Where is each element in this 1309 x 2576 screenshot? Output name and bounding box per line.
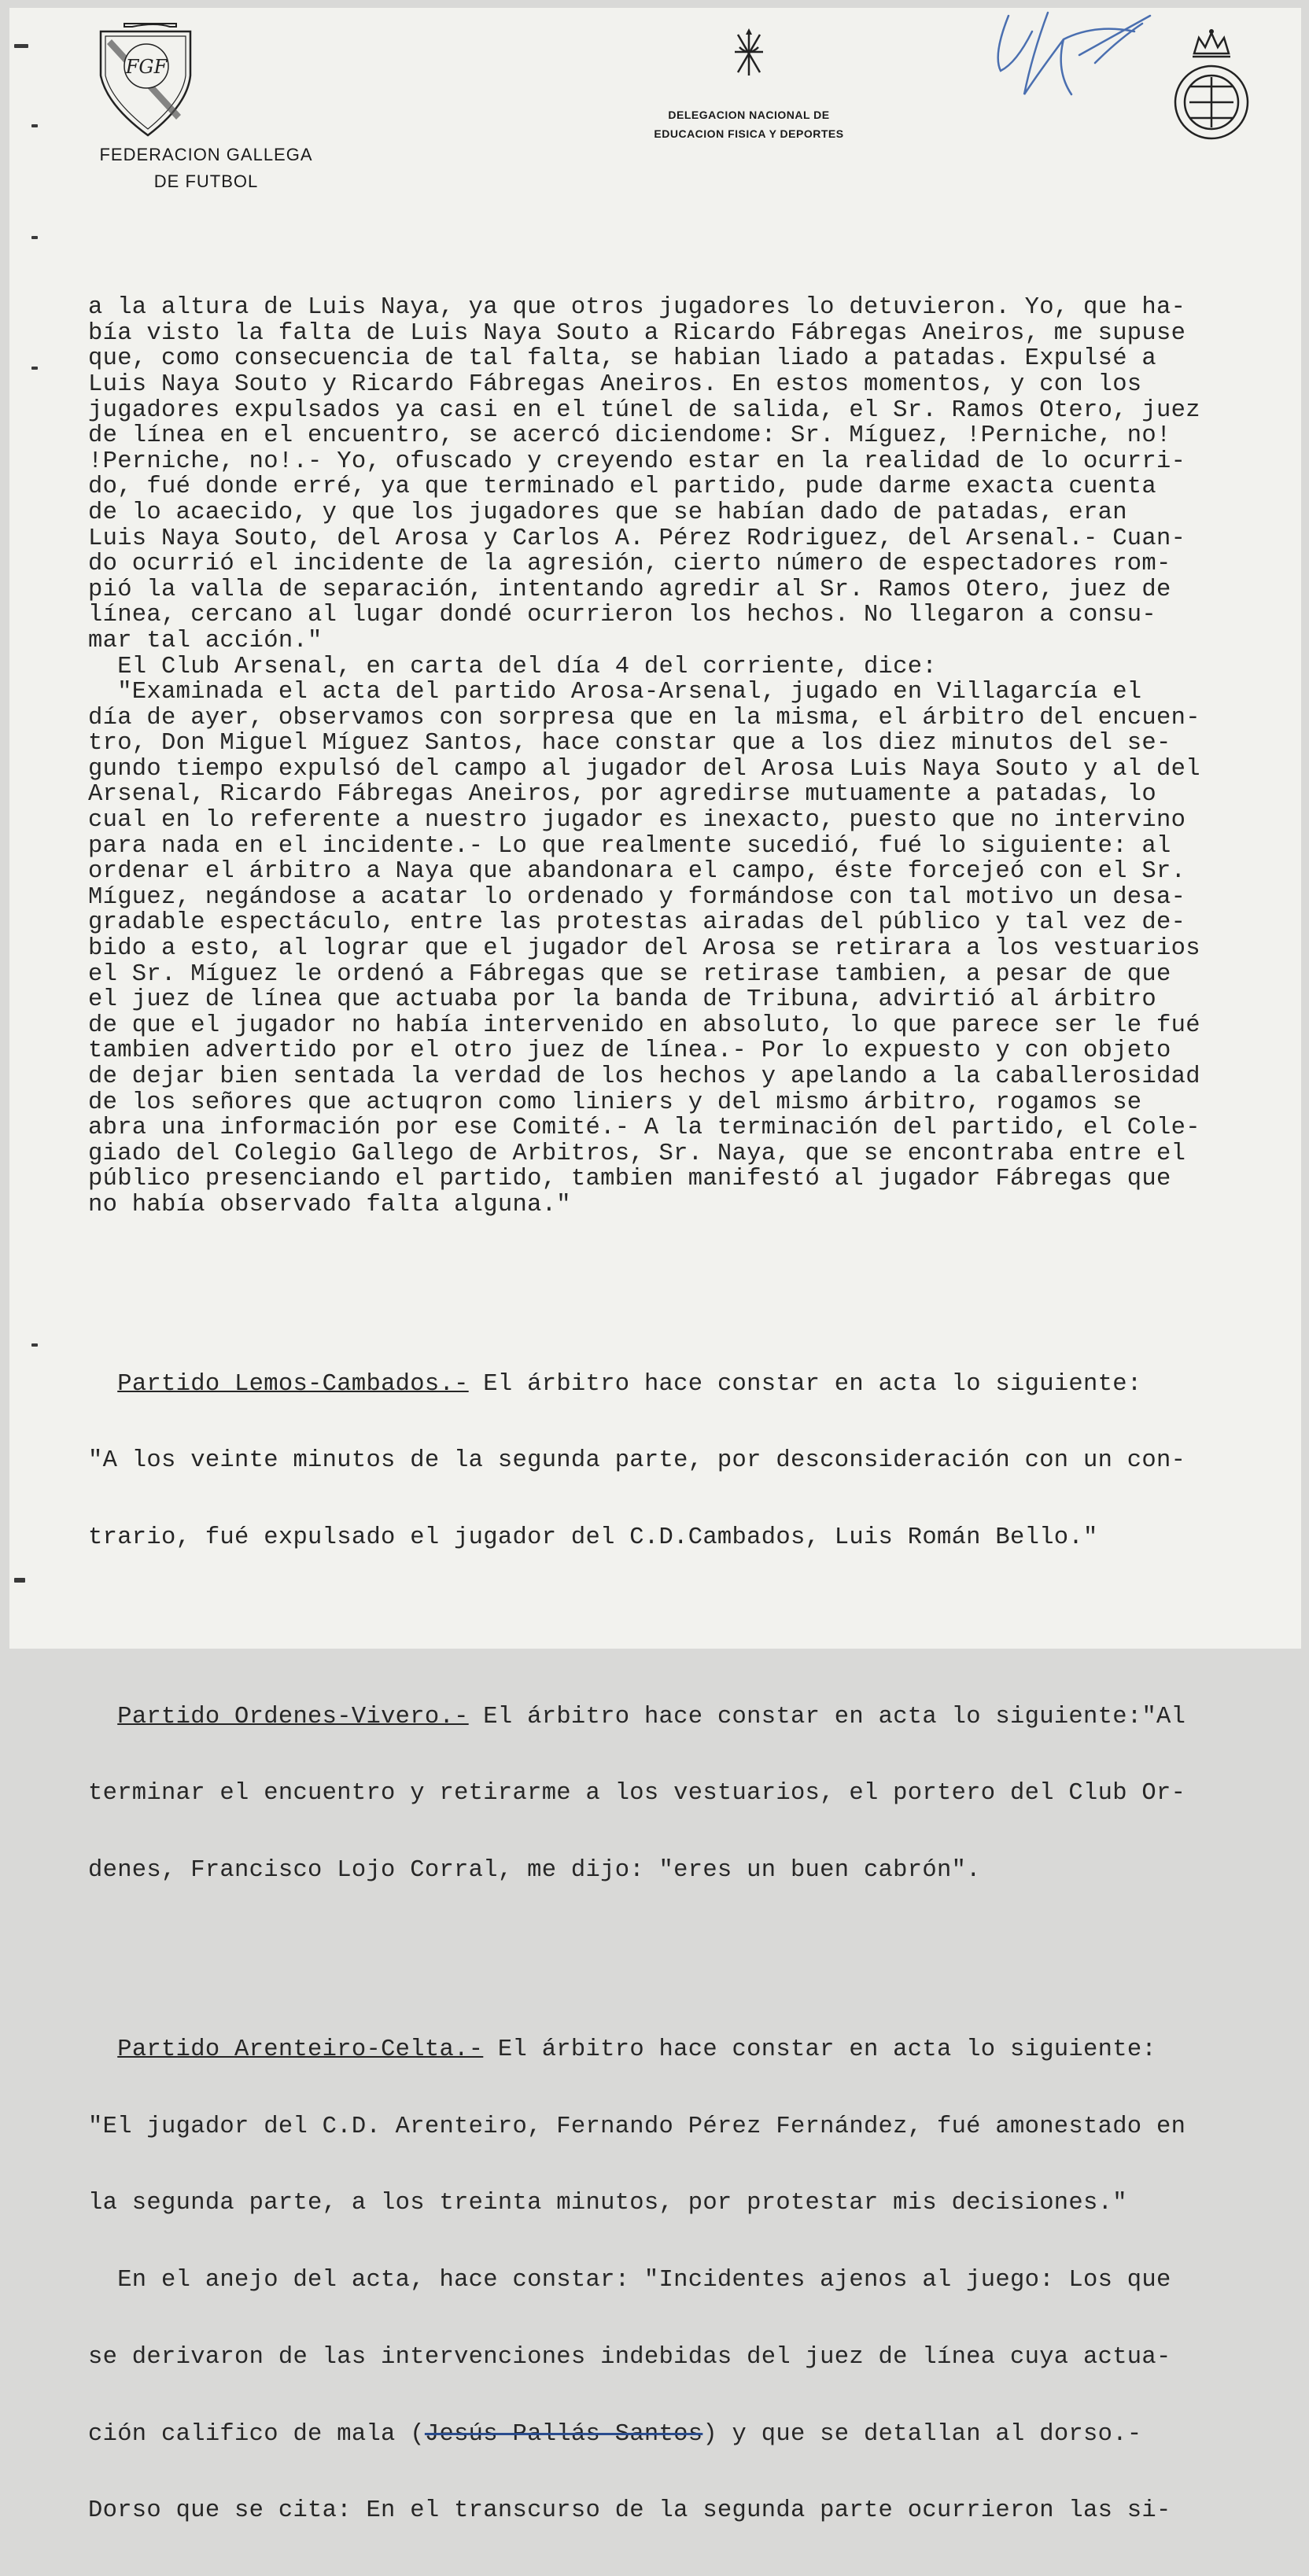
section-arenteiro-first-line xyxy=(88,2037,1300,2063)
yoke-and-arrows-icon xyxy=(732,28,766,79)
text-line: público presenciando el partido, tambien manifestó al jugador Fábregas que xyxy=(88,1166,1171,1193)
section-heading-lemos: Partido Lemos-Cambados.- xyxy=(117,1370,469,1398)
text-line: terminar el encuentro y retirarme a los vestuarios, el portero del Club Or- xyxy=(88,1780,1186,1808)
delegacion-heading xyxy=(631,105,867,143)
text-line: trario, fué expulsado el jugador del C.D.Cambados, Luis Román Bello." xyxy=(88,1524,1098,1552)
text-line: a la altura de Luis Naya, ya que otros jugadores lo detuvieron. Yo, que ha- xyxy=(88,294,1186,322)
binder-mark xyxy=(31,367,38,370)
text-line: Arsenal, Ricardo Fábregas Aneiros, por agredirse mutuamente a patadas, lo xyxy=(88,781,1157,809)
text-line-with-strikeout xyxy=(88,2422,1300,2448)
text-line: tambien advertido por el otro juez de línea.- Por lo expuesto y con objeto xyxy=(88,1037,1171,1065)
text-line: giado del Colegio Gallego de Arbitros, Sr. Naya, que se encontraba entre el xyxy=(88,1140,1186,1167)
text-line: día de ayer, observamos con sorpresa que en la misma, el árbitro del encuen- xyxy=(88,704,1200,732)
binder-mark xyxy=(31,1343,38,1347)
binder-mark xyxy=(14,1578,25,1583)
text-line: mar tal acción." xyxy=(88,627,323,654)
text-line: gundo tiempo expulsó del campo al jugador del Arosa Luis Naya Souto y al del xyxy=(88,755,1200,783)
text-line: de que el jugador no había intervenido en absoluto, lo que parece ser le fué xyxy=(88,1012,1200,1039)
text-line: el Sr. Míguez le ordenó a Fábregas que se retirase tambien, a pesar de que xyxy=(88,960,1171,988)
text-line: "Examinada el acta del partido Arosa-Arsenal, jugado en Villagarcía el xyxy=(88,679,1142,706)
text-line: bido a esto, al lograr que el jugador del Arosa se retirara a los vestuarios xyxy=(88,935,1200,963)
text-line: para nada en el incidente.- Lo que realmente sucedió, fué lo siguiente: al xyxy=(88,832,1171,860)
binder-mark xyxy=(31,236,38,239)
section-arenteiro-intro: El árbitro hace constar en acta lo siguiente: xyxy=(483,2036,1157,2063)
text-line: cual en lo referente a nuestro jugador es inexacto, puesto que no intervino xyxy=(88,807,1186,835)
shield-icon xyxy=(88,20,206,138)
text-line: Míguez, negándose a acatar lo ordenado y formándose con tal motivo un desa- xyxy=(88,883,1186,911)
struck-out-name: Jesús Pallás Santos xyxy=(424,2420,703,2448)
letter-body xyxy=(88,244,1300,2575)
section-ordenes-first-line xyxy=(88,1704,1300,1730)
text-line: de dejar bien sentada la verdad de los hechos y apelando a la caballerosidad xyxy=(88,1063,1200,1090)
text-line: de lo acaecido, y que los jugadores que se habían dado de patadas, eran xyxy=(88,499,1127,526)
federation-name-line2: DE FUTBOL xyxy=(153,171,259,191)
text-line: abra una información por ese Comité.- A la terminación del partido, el Cole- xyxy=(88,1115,1200,1142)
section-heading-ordenes: Partido Ordenes-Vivero.- xyxy=(117,1703,469,1730)
handwritten-signature-icon xyxy=(977,8,1174,118)
text-line: Dorso que se cita: En el transcurso de la segunda parte ocurrieron las si- xyxy=(88,2497,1171,2525)
text-line: Luis Naya Souto y Ricardo Fábregas Aneiros. En estos momentos, y con los xyxy=(88,370,1142,398)
section-lemos-first-line xyxy=(88,1372,1300,1398)
binder-mark xyxy=(14,44,28,48)
text-line: En el anejo del acta, hace constar: "Incidentes ajenos al juego: Los que xyxy=(88,2267,1171,2294)
text-line: El Club Arsenal, en carta del día 4 del corriente, dice: xyxy=(88,653,937,680)
crowned-emblem-icon xyxy=(1164,27,1259,145)
section-heading-arenteiro: Partido Arenteiro-Celta.- xyxy=(117,2036,484,2063)
text-line: de línea en el encuentro, se acercó diciendome: Sr. Míguez, !Perniche, no! xyxy=(88,422,1171,450)
text-line: jugadores expulsados ya casi en el túnel de salida, el Sr. Ramos Otero, juez xyxy=(88,396,1200,424)
text-line: "El jugador del C.D. Arenteiro, Fernando Pérez Fernández, fué amonestado en xyxy=(88,2113,1186,2140)
text-line: de los señores que actuqron como liniers y del mismo árbitro, rogamos se xyxy=(88,1089,1142,1116)
binder-mark xyxy=(31,124,38,127)
text-line: do, fué donde erré, ya que terminado el partido, pude darme exacta cuenta xyxy=(88,474,1157,501)
svg-text:FGF: FGF xyxy=(125,56,168,78)
text-line: bía visto la falta de Luis Naya Souto a Ricardo Fábregas Aneiros, me supuse xyxy=(88,319,1186,347)
text-line: la segunda parte, a los treinta minutos, por protestar mis decisiones." xyxy=(88,2190,1127,2217)
document-page xyxy=(9,8,1301,2525)
text-line: no había observado falta alguna." xyxy=(88,1191,571,1218)
text-line: línea, cercano al lugar dondé ocurrieron los hechos. No llegaron a consu- xyxy=(88,602,1157,629)
paragraph-gap xyxy=(88,1627,1300,1653)
text-line: denes, Francisco Lojo Corral, me dijo: "eres un buen cabrón". xyxy=(88,1857,981,1885)
text-fragment: ) y que se detallan al dorso.- xyxy=(702,2420,1142,2448)
text-line: tro, Don Miguel Míguez Santos, hace constar que a los diez minutos del se- xyxy=(88,730,1171,757)
text-fragment: ción califico de mala ( xyxy=(88,2420,425,2448)
paragraph-gap xyxy=(88,1961,1300,1986)
delegacion-line2: EDUCACION FISICA Y DEPORTES xyxy=(654,127,844,140)
text-line: Luis Naya Souto, del Arosa y Carlos A. Pérez Rodriguez, del Arsenal.- Cuan- xyxy=(88,525,1186,552)
text-line: se derivaron de las intervenciones indebidas del juez de línea cuya actua- xyxy=(88,2343,1171,2371)
report-text xyxy=(88,295,1300,1218)
section-ordenes-intro: El árbitro hace constar en acta lo siguiente:"Al xyxy=(468,1703,1186,1730)
text-line: "A los veinte minutos de la segunda parte, por desconsideración con un con- xyxy=(88,1447,1186,1475)
federation-name xyxy=(88,142,324,195)
federation-name-line1: FEDERACION GALLEGA xyxy=(99,145,313,164)
text-line: gradable espectáculo, entre las protestas airadas del público y tal vez de- xyxy=(88,909,1186,937)
section-lemos-intro: El árbitro hace constar en acta lo siguiente: xyxy=(468,1370,1142,1398)
text-line: ordenar el árbitro a Naya que abandonara el campo, éste forcejeó con el Sr. xyxy=(88,858,1186,886)
text-line: !Perniche, no!.- Yo, ofuscado y creyendo estar en la realidad de lo ocurri- xyxy=(88,448,1186,475)
text-line: do ocurrió el incidente de la agresión, cierto número de espectadores rom- xyxy=(88,551,1171,578)
text-line: que, como consecuencia de tal falta, se habian liado a patadas. Expulsé a xyxy=(88,345,1157,373)
paragraph-gap xyxy=(88,1295,1300,1320)
delegacion-line1: DELEGACION NACIONAL DE xyxy=(668,109,830,121)
text-line: pió la valla de separación, intentando agredir al Sr. Ramos Otero, juez de xyxy=(88,576,1171,603)
text-line: el juez de línea que actuaba por la banda de Tribuna, advirtió al árbitro xyxy=(88,986,1157,1014)
